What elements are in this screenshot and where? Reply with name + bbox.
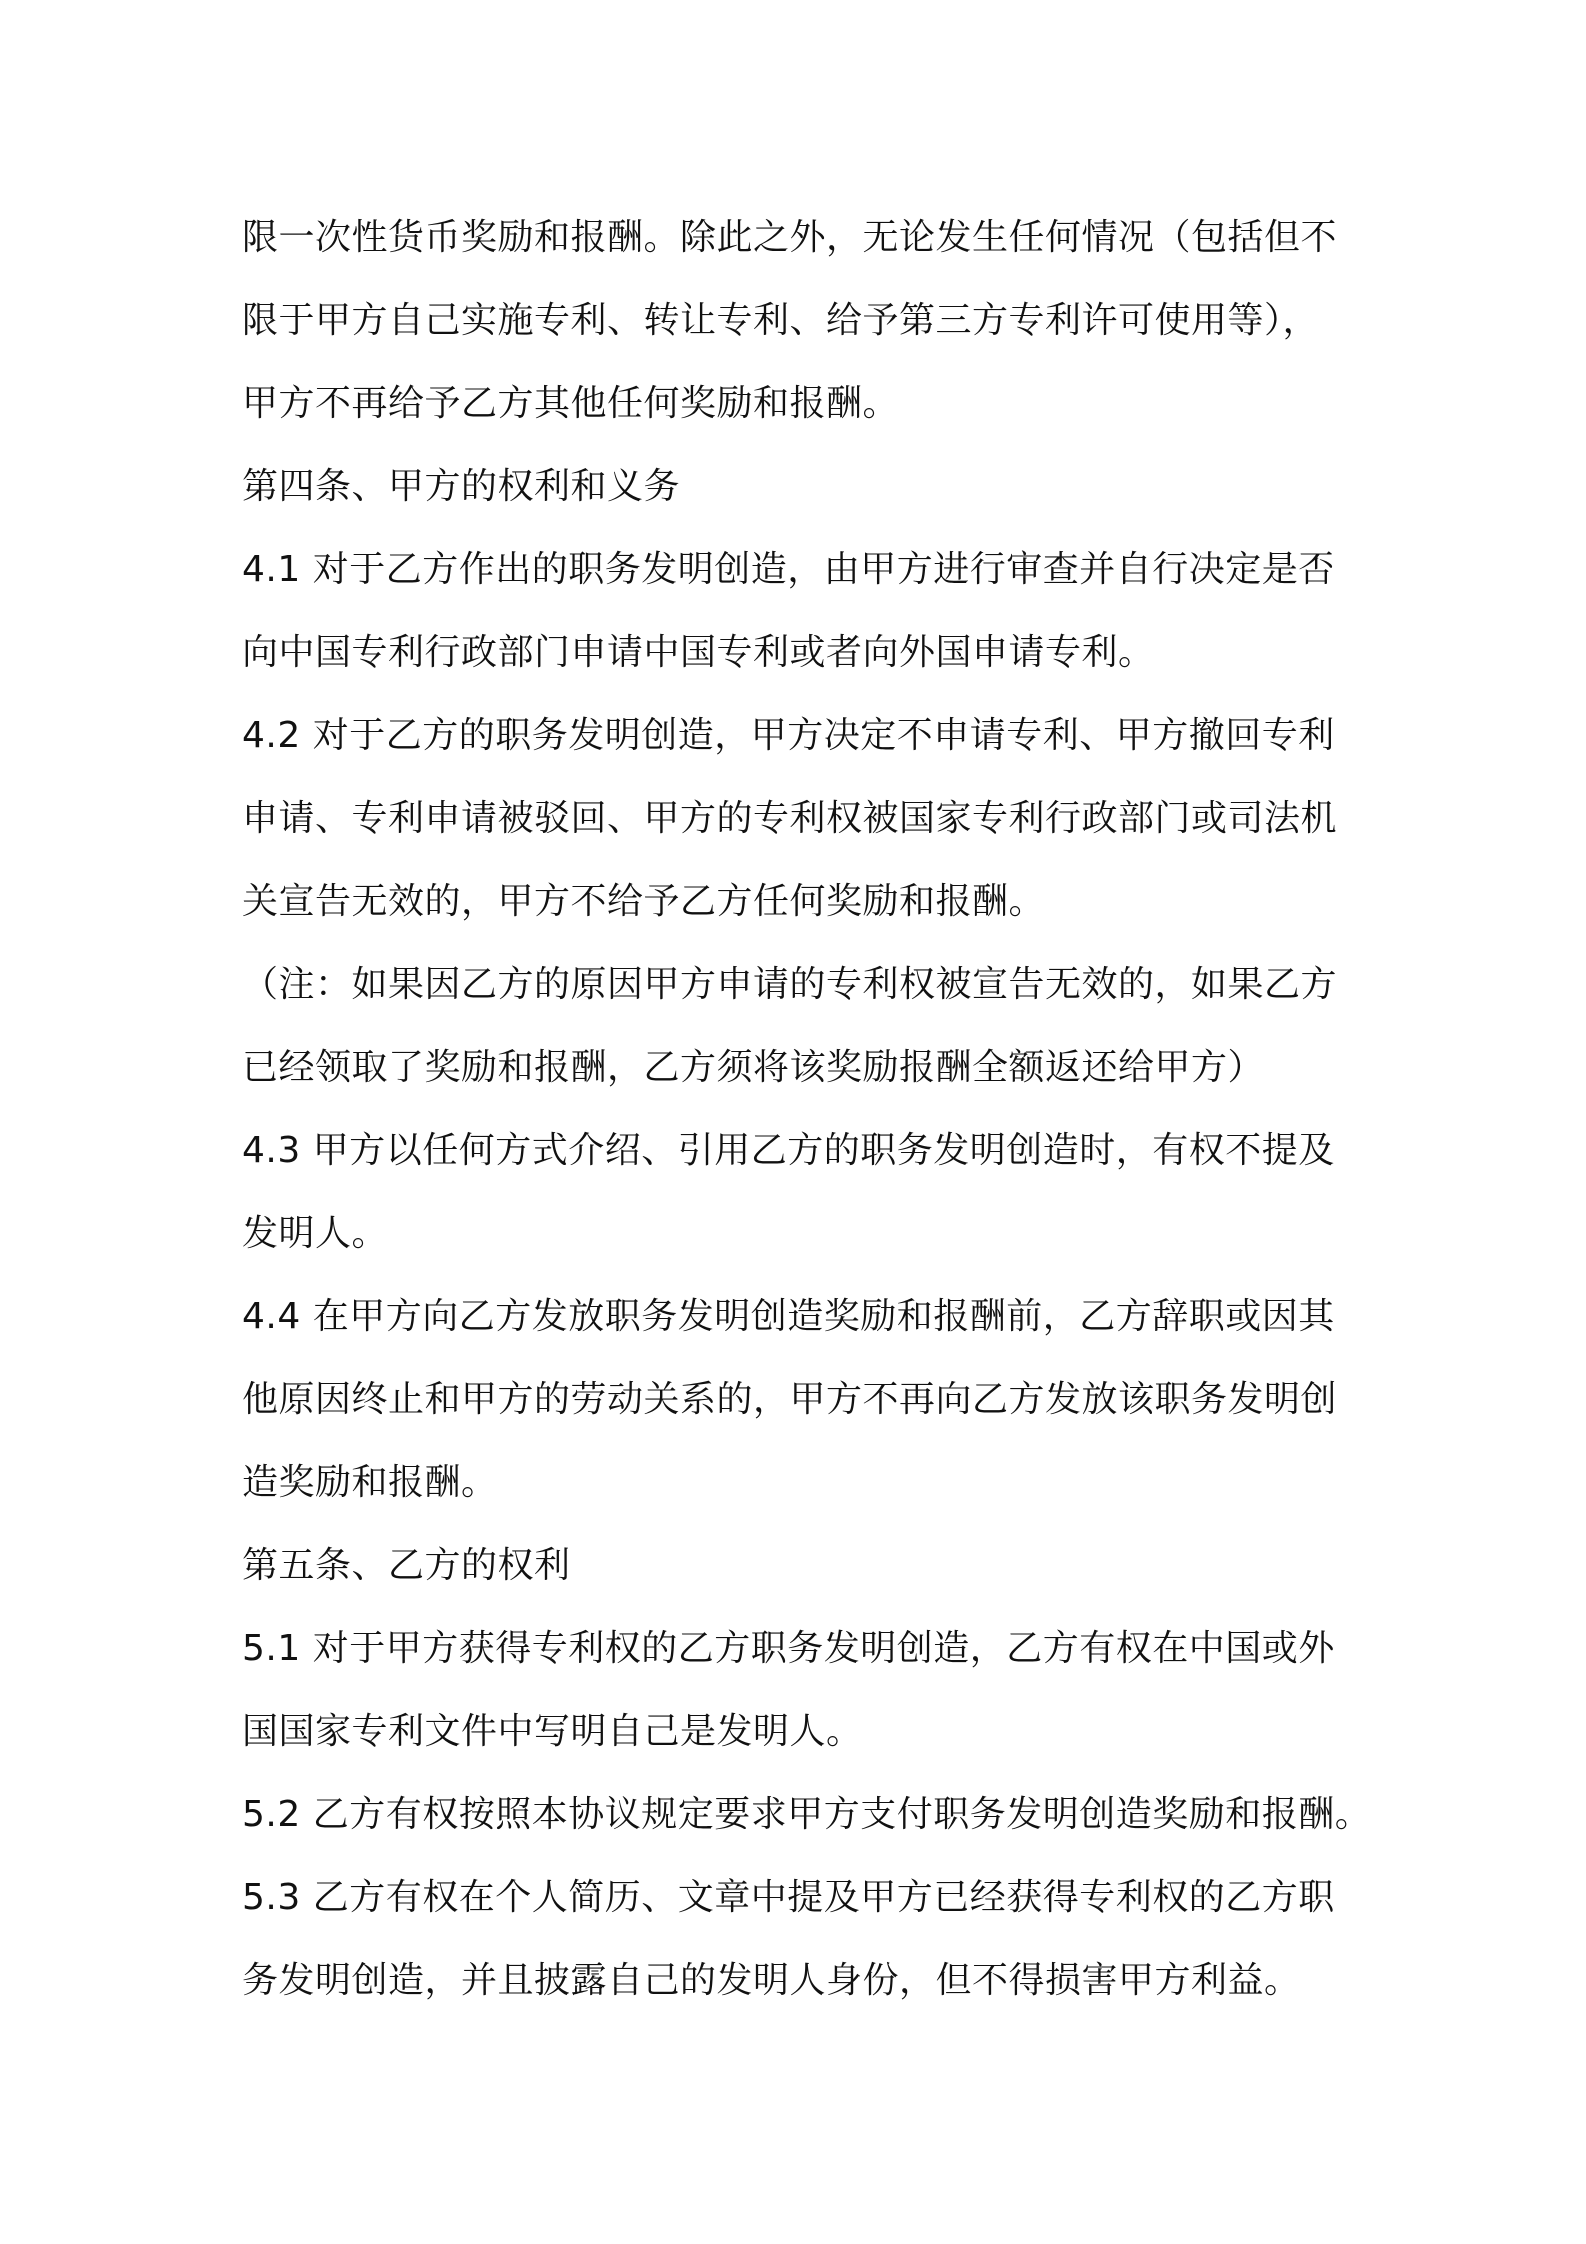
text-line-19: 国国家专利文件中写明自己是发明人。 [242,1711,863,1752]
text-line-21: 5.3 乙方有权在个人简历、文章中提及甲方已经获得专利权的乙方职 [242,1877,1335,1918]
text-line-3: 甲方不再给予乙方其他任何奖励和报酬。 [242,383,900,424]
text-line-2: 限于甲方自己实施专利、转让专利、给予第三方专利许可使用等）， [242,300,1320,341]
text-line-5: 4.1 对于乙方作出的职务发明创造，由甲方进行审查并自行决定是否 [242,549,1335,590]
text-line-20: 5.2 乙方有权按照本协议规定要求甲方支付职务发明创造奖励和报酬。 [242,1794,1372,1835]
section-heading-article-4: 第四条、甲方的权利和义务 [242,466,681,507]
document-body [242,196,1372,2022]
note-line-2: 已经领取了奖励和报酬，乙方须将该奖励报酬全额返还给甲方） [242,1047,1265,1088]
text-line-7: 4.2 对于乙方的职务发明创造，甲方决定不申请专利、甲方撤回专利 [242,715,1335,756]
text-line-1: 限一次性货币奖励和报酬。除此之外，无论发生任何情况（包括但不 [242,217,1338,258]
text-line-16: 造奖励和报酬。 [242,1462,498,1503]
note-line-1: （注：如果因乙方的原因甲方申请的专利权被宣告无效的，如果乙方 [242,964,1338,1005]
text-line-22: 务发明创造，并且披露自己的发明人身份，但不得损害甲方利益。 [242,1960,1301,2001]
section-heading-article-5: 第五条、乙方的权利 [242,1545,571,1586]
text-line-13: 发明人。 [242,1213,389,1254]
text-line-12: 4.3 甲方以任何方式介绍、引用乙方的职务发明创造时，有权不提及 [242,1130,1335,1171]
text-line-9: 关宣告无效的，甲方不给予乙方任何奖励和报酬。 [242,881,1046,922]
text-line-8: 申请、专利申请被驳回、甲方的专利权被国家专利行政部门或司法机 [242,798,1338,839]
text-line-15: 他原因终止和甲方的劳动关系的，甲方不再向乙方发放该职务发明创 [242,1379,1338,1420]
text-line-18: 5.1 对于甲方获得专利权的乙方职务发明创造，乙方有权在中国或外 [242,1628,1335,1669]
text-line-14: 4.4 在甲方向乙方发放职务发明创造奖励和报酬前，乙方辞职或因其 [242,1296,1335,1337]
text-line-6: 向中国专利行政部门申请中国专利或者向外国申请专利。 [242,632,1155,673]
